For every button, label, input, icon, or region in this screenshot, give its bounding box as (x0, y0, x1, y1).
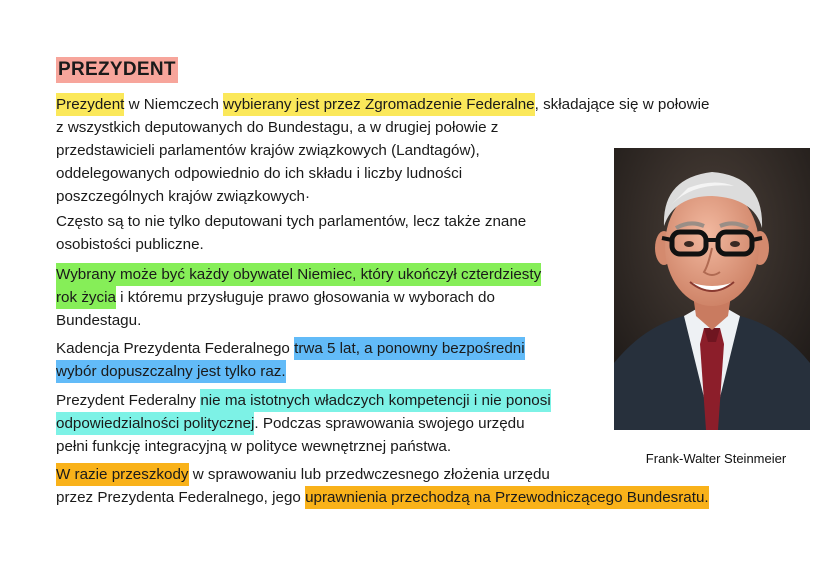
highlighted-text: uprawnienia przechodzą na Przewodniczącego Bundesratu. (305, 486, 709, 509)
body-text: w sprawowaniu lub przedwczesnego złożenia urzędu (188, 466, 550, 483)
body-text: przez Prezydenta Federalnego, jego (56, 489, 306, 506)
body-text: Prezydent Federalny (56, 392, 201, 409)
body-text: poszczególnych krajów związkowych· (56, 188, 311, 205)
highlighted-text: nie ma istotnych władczych kompetencji i nie ponosi (200, 389, 550, 412)
body-text: oddelegowanych odpowiednio do ich składu i liczby ludności (56, 165, 463, 182)
photo-caption: Frank-Walter Steinmeier (645, 451, 787, 466)
body-text: pełni funkcję integracyjną w polityce wewnętrznej państwa. (56, 438, 452, 455)
highlighted-text: rok życia (56, 286, 116, 309)
highlighted-text: W razie przeszkody (56, 463, 189, 486)
highlighted-text: trwa 5 lat, a ponowny bezpośredni (294, 337, 524, 360)
body-text: , składające się w połowie (534, 96, 710, 113)
body-text: i któremu przysługuje prawo głosowania w wyborach do (115, 289, 495, 306)
highlighted-text: Prezydent (56, 93, 124, 116)
body-text: w Niemczech (124, 96, 224, 113)
body-text: Kadencja Prezydenta Federalnego (56, 340, 295, 357)
portrait-photo (614, 148, 810, 430)
body-text: z wszystkich deputowanych do Bundestagu, a w drugiej połowie z (56, 119, 499, 136)
paragraph-substitution (56, 463, 776, 509)
highlighted-text: wybierany jest przez Zgromadzenie Federalne (223, 93, 535, 116)
body-text: Bundestagu. (56, 312, 142, 329)
highlighted-text: Wybrany może być każdy obywatel Niemiec, który ukończył czterdziesty (56, 263, 541, 286)
highlighted-text: wybór dopuszczalny jest tylko raz. (56, 360, 286, 383)
body-text: Często są to nie tylko deputowani tych parlamentów, lecz także znane (56, 213, 527, 230)
body-text: osobistości publiczne. (56, 236, 204, 253)
portrait-illustration (614, 148, 810, 430)
section-title: PREZYDENT (56, 57, 178, 83)
body-text: . Podczas sprawowania swojego urzędu (254, 415, 525, 432)
body-text: przedstawicieli parlamentów krajów związkowych (Landtagów), (56, 142, 480, 159)
highlighted-text: odpowiedzialności politycznej (56, 412, 254, 435)
